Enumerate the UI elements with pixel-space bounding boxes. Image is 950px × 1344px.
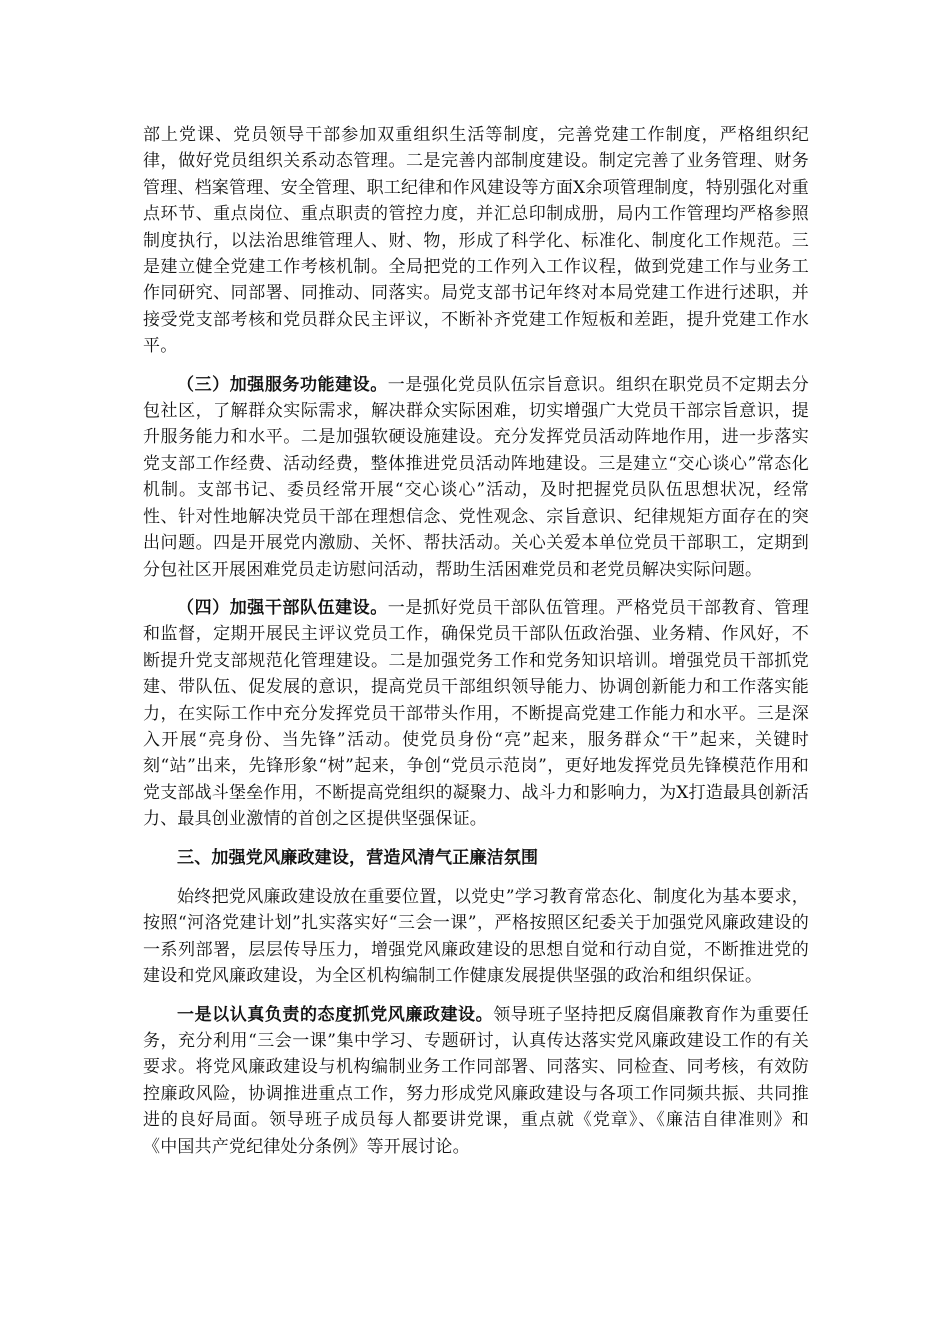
paragraph-1 bbox=[143, 122, 809, 360]
paragraph-service-function bbox=[143, 372, 809, 583]
section-lead-service-function: （三）加强服务功能建设。 bbox=[177, 374, 388, 395]
paragraph-integrity-first bbox=[143, 1002, 809, 1160]
paragraph-1-text: 部上党课、党员领导干部参加双重组织生活等制度，完善党建工作制度，严格组织纪律，做好党员组织关系动态管理。二是完善内部制度建设。制定完善了业务管理、财务管理、档案管理、安全管理、职工纪律和作风建设等方面X余项管理制度，特别强化对重点环节、重点岗位、重点职责的管控力度，并汇总印制成册，局内工作管理均严格参照制度执行，以法治思维管理人、财、物，形成了科学化、标准化、制度化工作规范。三是建立健全党建工作考核机制。全局把党的工作列入工作议程，做到党建工作与业务工作同研究、同部署、同推动、同落实。局党支部书记年终对本局党建工作进行述职，并接受党支部考核和党员群众民主评议，不断补齐党建工作短板和差距，提升党建工作水平。 bbox=[143, 125, 809, 357]
document-body bbox=[143, 122, 809, 1172]
paragraph-service-function-text: 一是强化党员队伍宗旨意识。组织在职党员不定期去分包社区，了解群众实际需求，解决群众实际困难，切实增强广大党员干部宗旨意识，提升服务能力和水平。二是加强软硬设施建设。充分发挥党员活动阵地作用，进一步落实党支部工作经费、活动经费，整体推进党员活动阵地建设。三是建立“交心谈心”常态化机制。支部书记、委员经常开展“交心谈心”活动，及时把握党员队伍思想状况，经常性、针对性地解决党员干部在理想信念、党性观念、宗旨意识、纪律规矩方面存在的突出问题。四是开展党内激励、关怀、帮扶活动。关心关爱本单位党员干部职工，定期到分包社区开展困难党员走访慰问活动，帮助生活困难党员和老党员解决实际问题。 bbox=[143, 374, 809, 580]
paragraph-integrity-first-text: 领导班子坚持把反腐倡廉教育作为重要任务，充分利用“三会一课”集中学习、专题研讨，认真传达落实党风廉政建设工作的有关要求。将党风廉政建设与机构编制业务工作同部署、同落实、同检查、同考核，有效防控廉政风险，协调推进重点工作，努力形成党风廉政建设与各项工作同频共振、共同推进的良好局面。领导班子成员每人都要讲党课，重点就《党章》、《廉洁自律准则》和《中国共产党纪律处分条例》等开展讨论。 bbox=[143, 1004, 809, 1157]
paragraph-cadre-team-text: 一是抓好党员干部队伍管理。严格党员干部教育、管理和监督，定期开展民主评议党员工作，确保党员干部队伍政治强、业务精、作风好，不断提升党支部规范化管理建设。二是加强党务工作和党务知识培训。增强党员干部抓党建、带队伍、促发展的意识，提高党员干部组织领导能力、协调创新能力和工作落实能力，在实际工作中充分发挥党员干部带头作用，不断提高党建工作能力和水平。三是深入开展“亮身份、当先锋”活动。使党员身份“亮”起来，服务群众“干”起来，关键时刻“站”出来，先锋形象“树”起来，争创“党员示范岗”，更好地发挥党员先锋模范作用和党支部战斗堡垒作用，不断提高党组织的凝聚力、战斗力和影响力，为X打造最具创新活力、最具创业激情的首创之区提供坚强保证。 bbox=[143, 597, 809, 830]
paragraph-integrity-intro bbox=[143, 884, 809, 990]
section-lead-integrity-first: 一是以认真负责的态度抓党风廉政建设。 bbox=[177, 1004, 494, 1025]
paragraph-integrity-intro-text: 始终把党风廉政建设放在重要位置，以党史”学习教育常态化、制度化为基本要求，按照“河洛党建计划”扎实落实好“三会一课”，严格按照区纪委关于加强党风廉政建设的一系列部署，层层传导压力，增强党风廉政建设的思想自觉和行动自觉，不断推进党的建设和党风廉政建设，为全区机构编制工作健康发展提供坚强的政治和组织保证。 bbox=[143, 886, 809, 987]
paragraph-cadre-team bbox=[143, 595, 809, 833]
section-heading-integrity: 三、加强党风廉政建设，营造风清气正廉洁氛围 bbox=[177, 847, 539, 868]
section-lead-cadre-team: （四）加强干部队伍建设。 bbox=[177, 597, 388, 618]
